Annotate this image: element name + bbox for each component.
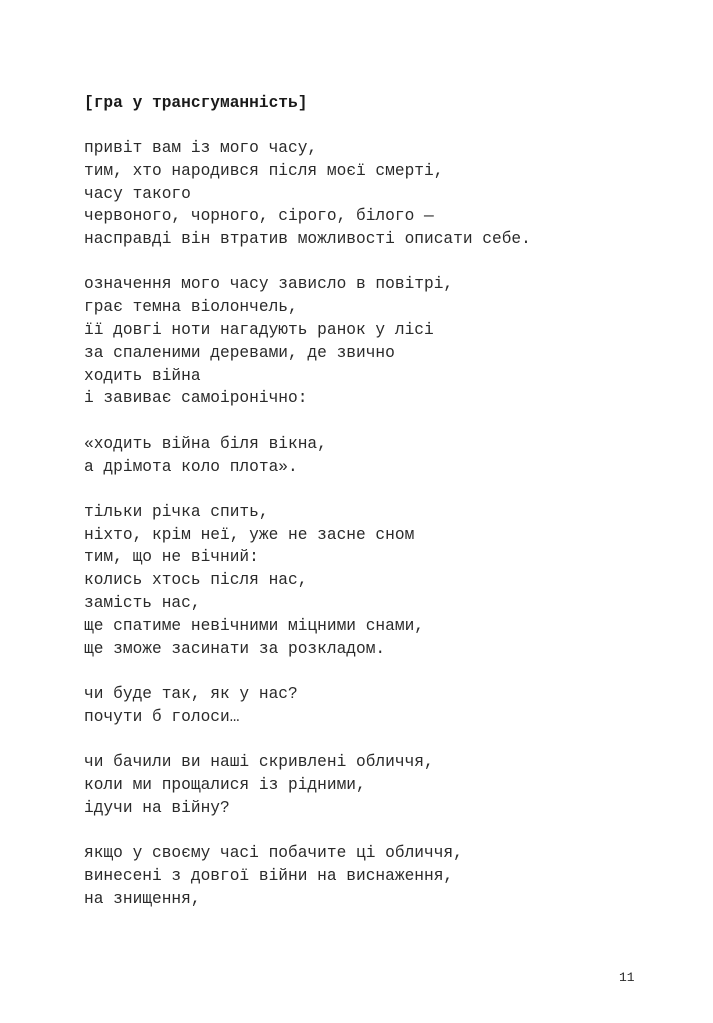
poem-line: якщо у своєму часі побачите ці обличчя, <box>84 843 463 862</box>
page-number: 11 <box>619 970 635 985</box>
stanza <box>84 433 531 479</box>
poem-line: червоного, чорного, сірого, білого — <box>84 207 434 226</box>
poem-line: означення мого часу зависло в повітрі, <box>84 275 454 294</box>
poem-line: ніхто, крім неї, уже не засне сном <box>84 525 415 544</box>
poem-line: а дрімота коло плота». <box>84 457 298 476</box>
poem-line: грає темна віолончель, <box>84 298 298 317</box>
stanza <box>84 273 531 410</box>
poem-line: тільки річка спить, <box>84 502 269 521</box>
poem-line: тим, хто народився після моєї смерті, <box>84 161 444 180</box>
poem-line: її довгі ноти нагадують ранок у лісі <box>84 321 434 340</box>
poem-line: чи буде так, як у нас? <box>84 684 298 703</box>
poem-title: [гра у трансгуманність] <box>84 94 308 112</box>
poem-line: за спаленими деревами, де звично <box>84 343 395 362</box>
stanza <box>84 501 531 661</box>
stanza <box>84 842 531 910</box>
poem-line: ідучи на війну? <box>84 798 230 817</box>
poem-line: «ходить війна біля вікна, <box>84 434 327 453</box>
poem-line: на знищення, <box>84 889 201 908</box>
poem-line: почути б голоси… <box>84 707 240 726</box>
stanza <box>84 751 531 819</box>
poem-line: винесені з довгої війни на виснаження, <box>84 866 454 885</box>
poem-line: ще зможе засинати за розкладом. <box>84 639 386 658</box>
poem-line: ще спатиме невічними міцними снами, <box>84 616 424 635</box>
poem-line: ходить війна <box>84 366 201 385</box>
poem-line: коли ми прощалися із рідними, <box>84 775 366 794</box>
poem-line: тим, що не вічний: <box>84 548 259 567</box>
stanza <box>84 683 531 729</box>
poem-line: привіт вам із мого часу, <box>84 139 318 157</box>
poem-line: і завиває самоіронічно: <box>84 389 308 408</box>
poem-line: замість нас, <box>84 594 201 613</box>
poem-line: насправді він втратив можливості описати себе. <box>84 230 531 249</box>
stanza <box>84 137 531 251</box>
poem-line: часу такого <box>84 184 191 203</box>
poem-line: колись хтось після нас, <box>84 571 308 590</box>
poem-line: чи бачили ви наші скривлені обличчя, <box>84 753 434 772</box>
poem-body <box>84 137 531 933</box>
